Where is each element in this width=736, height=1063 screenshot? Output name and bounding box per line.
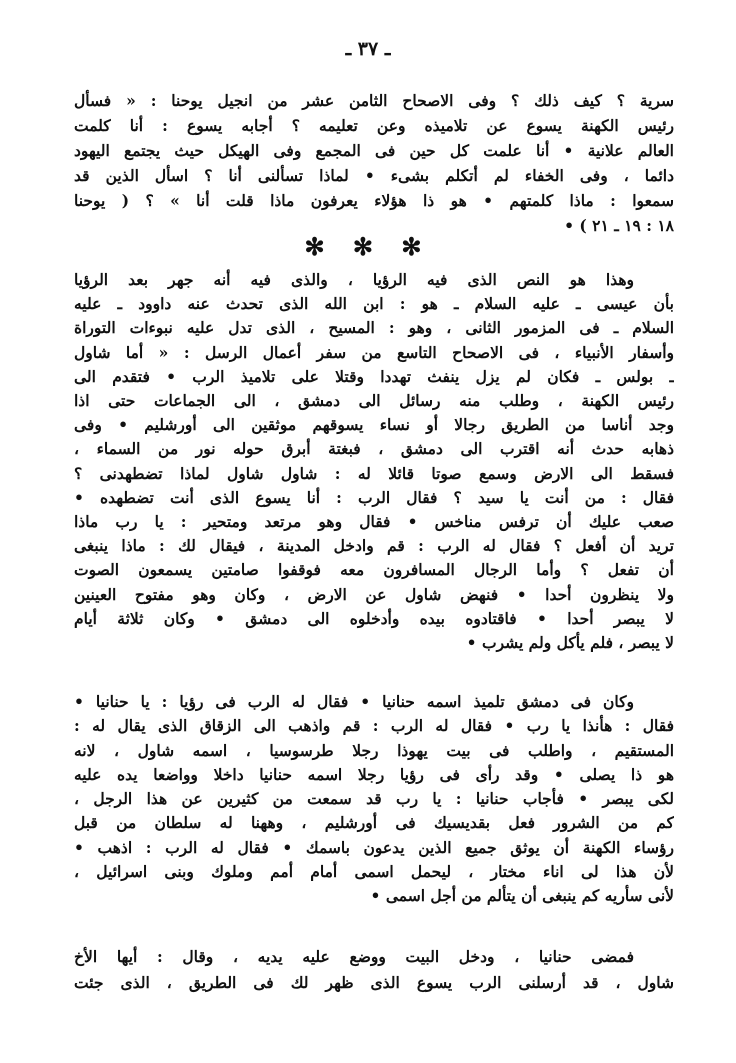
paragraph-2 <box>74 268 674 655</box>
text-line: أن تفعل ؟ وأما الرجال المسافرون معه فوقفوا صامتين يسمعون الصوت <box>74 560 674 580</box>
text-line: رؤساء الكهنة أن يوثق جميع الذين يدعون باسمك • فقال له الرب : اذهب • <box>74 837 674 857</box>
paragraph-1 <box>74 88 674 238</box>
text-line: تريد أن أفعل ؟ فقال له الرب : قم وادخل المدينة ، فيقال لك : ماذا ينبغى <box>74 536 674 556</box>
text-line: فقال : هأنذا يا رب • فقال له الرب : قم واذهب الى الزقاق الذى يقال له : <box>74 716 674 736</box>
text-line: دائما ، وفى الخفاء لم أتكلم بشىء • لماذا تسألنى أنا ؟ اسأل الذين قد <box>74 166 674 185</box>
text-line: فسقط الى الارض وسمع صوتا قائلا له : شاول شاول لماذا تضطهدنى ؟ <box>74 463 674 483</box>
text-line: ١٨ : ١٩ ـ ٢١ ) • <box>564 216 674 235</box>
section-ornament: ✻ ✻ ✻ <box>304 232 432 261</box>
text-line: وأسفار الأنبياء ، فى الاصحاح التاسع من سفر أعمال الرسل : « أما شاول <box>74 342 674 362</box>
text-line: صعب عليك أن ترفس مناخس • فقال وهو مرتعد ومتحير : يا رب ماذا <box>74 512 674 532</box>
text-line: ـ بولس ـ فكان لم يزل ينفث تهددا وقتلا على تلاميذ الرب • فتقدم الى <box>74 366 674 386</box>
text-line: بأن عيسى ـ عليه السلام ـ هو : ابن الله الذى تحدث عنه داوود ـ عليه <box>74 294 674 314</box>
page-number: ـ ٣٧ ـ <box>345 38 391 60</box>
text-line: لأنى سأريه كم ينبغى أن يتألم من أجل اسمى • <box>370 886 674 906</box>
text-line: لأن هذا لى اناء مختار ، ليحمل اسمى أمام أمم وملوك وبنى اسرائيل ، <box>74 862 674 882</box>
text-line: سرية ؟ كيف ذلك ؟ وفى الاصحاح الثامن عشر من انجيل يوحنا : « فسأل <box>74 91 674 110</box>
text-line: ولا ينظرون أحدا • فنهض شاول عن الارض ، وكان وهو مفتوح العينين <box>74 584 674 604</box>
text-line: فمضى حنانيا ، ودخل البيت ووضع عليه يديه ، وقال : أيها الأخ <box>74 947 634 966</box>
text-line: السلام ـ فى المزمور الثانى ، وهو : المسيح ، الذى تدل عليه نبوءات التوراة <box>74 318 674 338</box>
paragraph-4 <box>74 944 674 996</box>
paragraph-3 <box>74 690 674 909</box>
text-line: كم من الشرور فعل بقديسيك فى أورشليم ، وههنا له سلطان من قبل <box>74 813 674 833</box>
text-line: لا يبصر أحدا • فاقتادوه بيده وأدخلوه الى دمشق • وكان ثلاثة أيام <box>74 608 674 628</box>
text-line: سمعوا : ماذا كلمتهم • هو ذا هؤلاء يعرفون ماذا قلت أنا » ؟ ( يوحنا <box>74 191 674 210</box>
text-line: رئيس الكهنة ، وطلب منه رسائل الى دمشق ، الى الجماعات حتى اذا <box>74 391 674 411</box>
text-line: لكى يبصر • فأجاب حنانيا : يا رب قد سمعت من كثيرين عن هذا الرجل ، <box>74 789 674 809</box>
text-line: هو ذا يصلى • وقد رأى فى رؤيا رجلا اسمه حنانيا داخلا وواضعا يده عليه <box>74 764 674 784</box>
text-line: شاول ، قد أرسلنى الرب يسوع الذى ظهر لك فى الطريق ، الذى جئت <box>74 973 674 992</box>
text-line: وجد أناسا من الطريق رجالا أو نساء يسوقهم موثقين الى أورشليم • وفى <box>74 415 674 435</box>
text-line: فقال : من أنت يا سيد ؟ فقال الرب : أنا يسوع الذى أنت تضطهده • <box>74 487 674 507</box>
text-line: المستقيم ، واطلب فى بيت يهوذا رجلا طرسوسيا ، اسمه شاول ، لانه <box>74 740 674 760</box>
text-line: وكان فى دمشق تلميذ اسمه حنانيا • فقال له الرب فى رؤيا : يا حنانيا • <box>74 692 634 711</box>
text-line: لا يبصر ، فلم يأكل ولم يشرب • <box>466 633 674 653</box>
text-line: ذهابه حدث أنه اقترب الى دمشق ، فبغتة أبرق حوله نور من السماء ، <box>74 439 674 459</box>
text-line: رئيس الكهنة يسوع عن تلاميذه وعن تعليمه ؟ أجابه يسوع : أنا كلمت <box>74 116 674 135</box>
text-line: العالم علانية • أنا علمت كل حين فى المجمع وفى الهيكل حيث يجتمع اليهود <box>74 141 674 160</box>
text-line: وهذا هو النص الذى فيه الرؤيا ، والذى فيه أنه جهر بعد الرؤيا <box>74 270 634 289</box>
